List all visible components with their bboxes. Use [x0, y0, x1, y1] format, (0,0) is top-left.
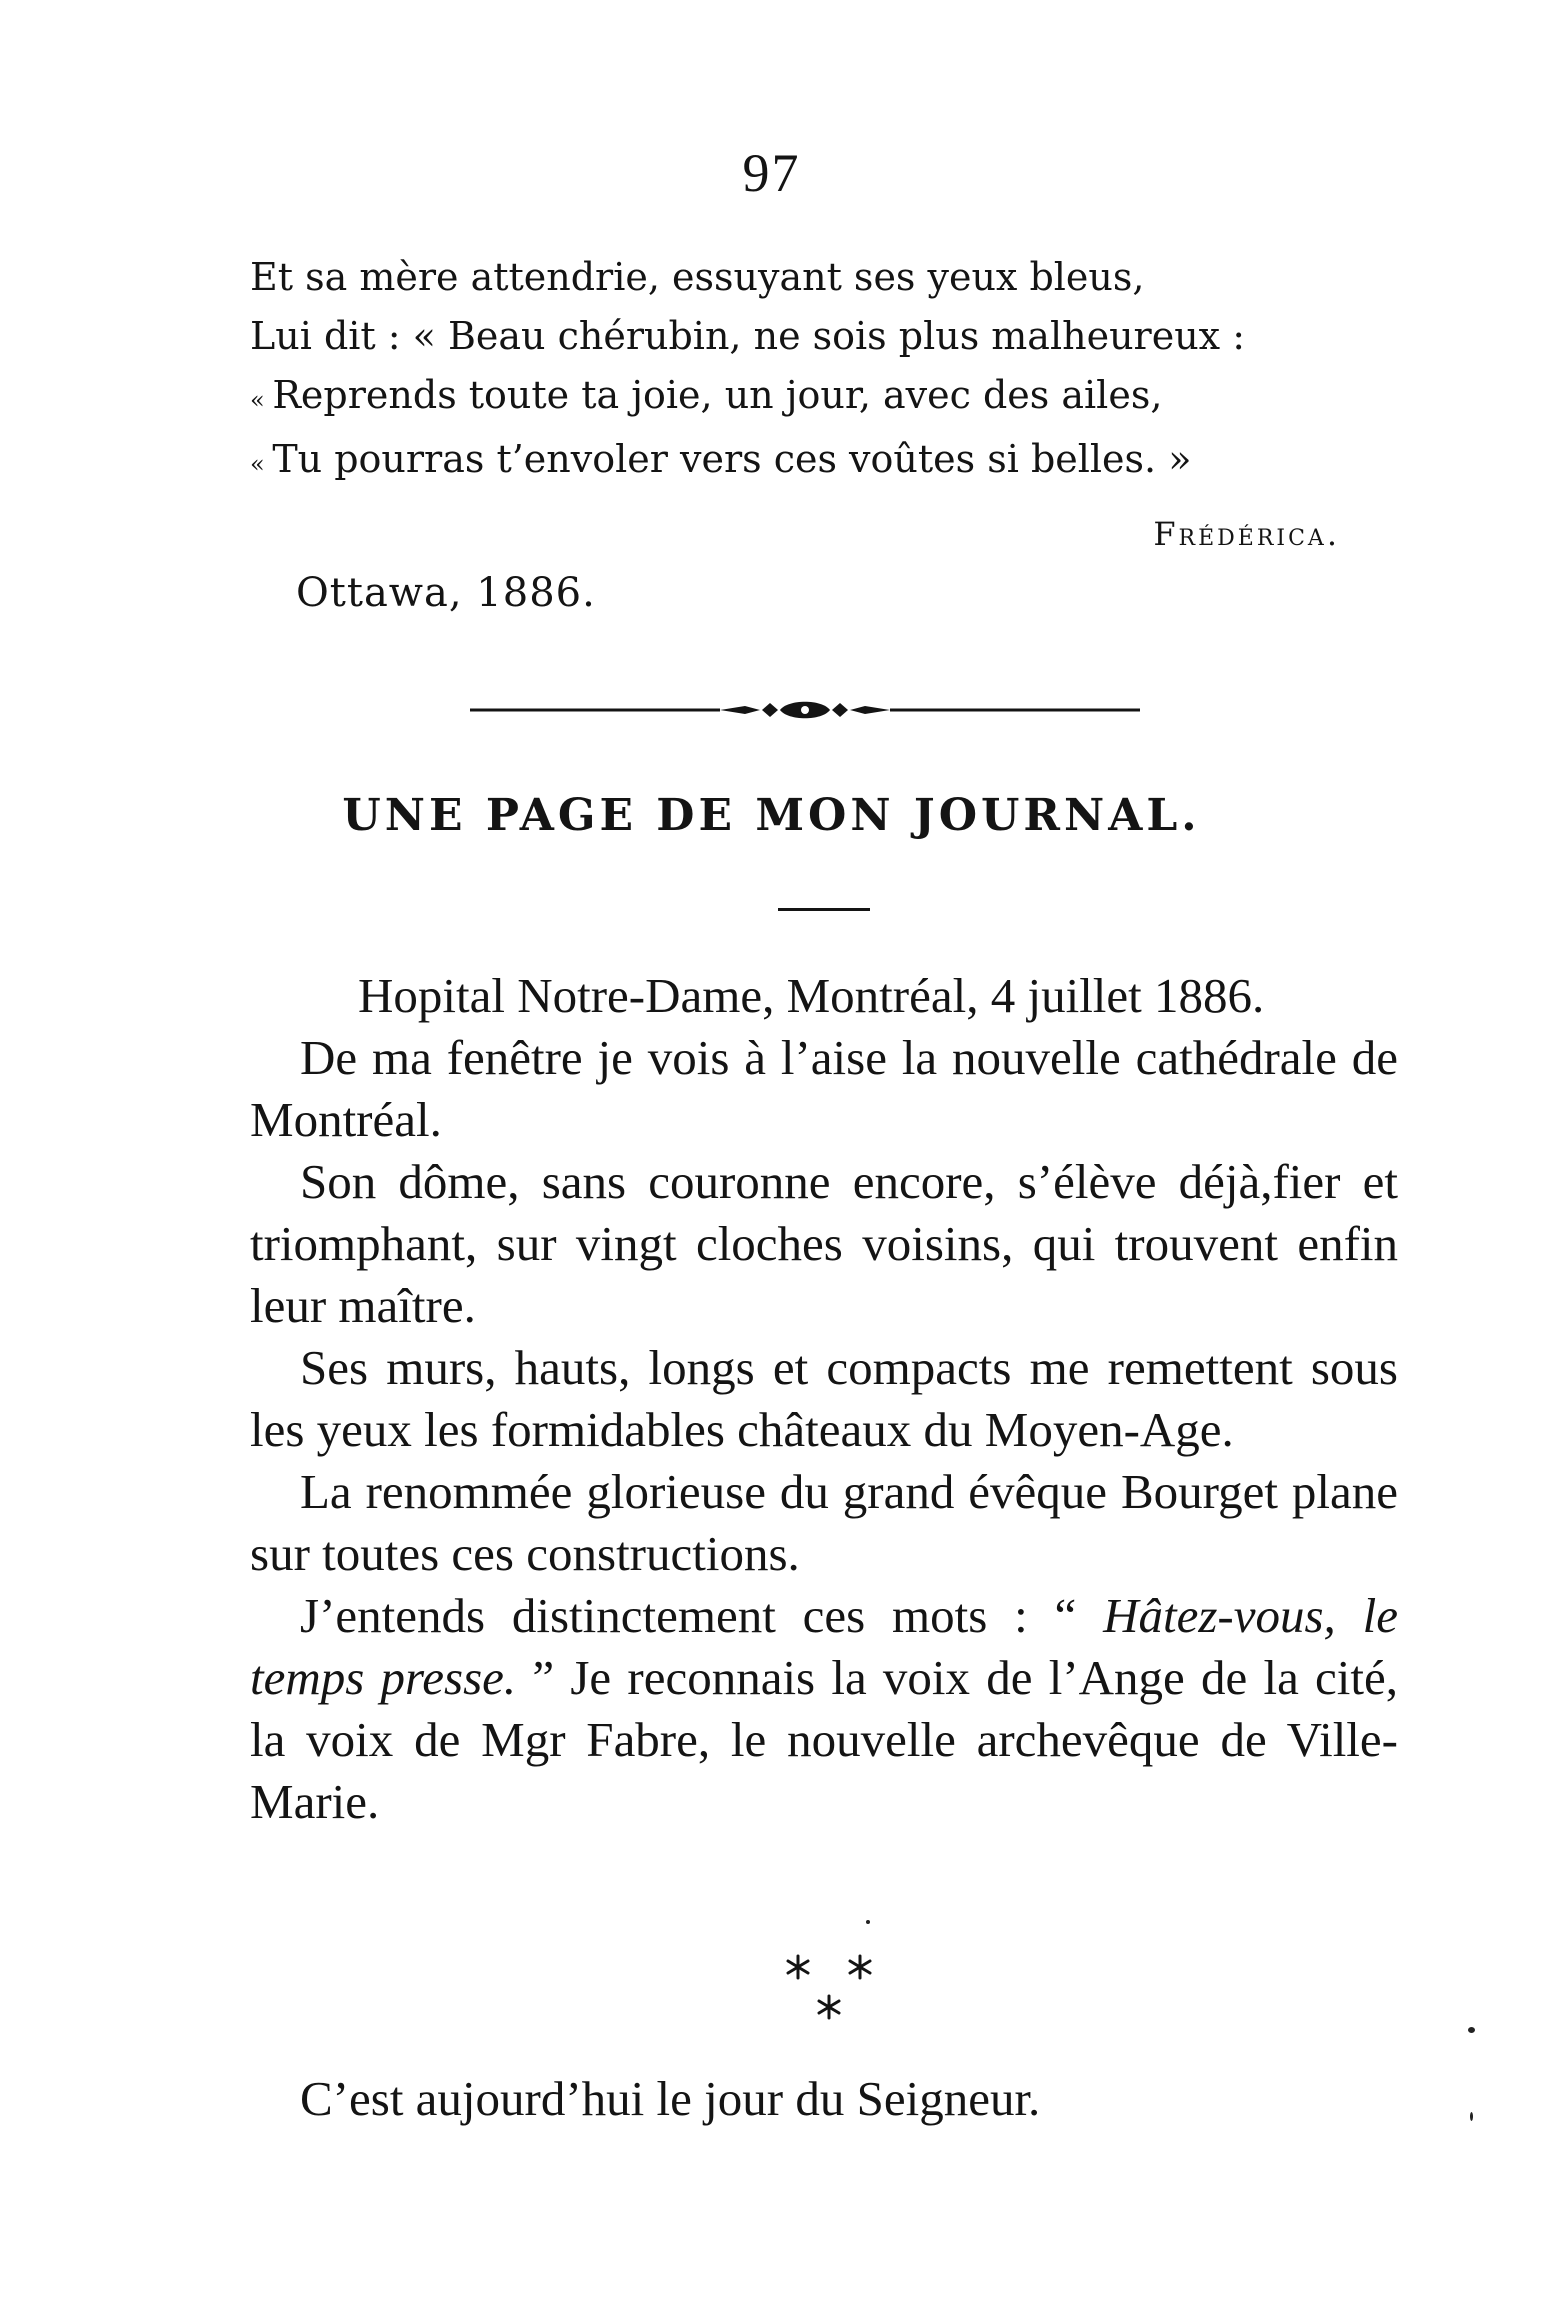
author-signature: Frédérica.: [1153, 515, 1340, 553]
title-rule: [778, 908, 870, 911]
journal-dateline: Hopital Notre-Dame, Montréal, 4 juillet 1886.: [358, 968, 1265, 1023]
ink-speck: [1470, 2112, 1473, 2121]
quote-trail-text: ” Je reconnais la voix de l’Ange de la cité, la voix de Mgr Fabre, le nouvelle archevêque de Ville-Marie.: [250, 1650, 1399, 1829]
page-number: 97: [742, 143, 801, 203]
poem-stanza: [250, 248, 1370, 494]
ink-speck: [866, 1920, 870, 1924]
quote-mark: «: [250, 450, 273, 478]
poem-line-text: Tu pourras t’envoler vers ces voûtes si belles. »: [272, 437, 1192, 481]
journal-quote-paragraph: [250, 1585, 1398, 1833]
poem-line: [250, 307, 1370, 366]
poem-line: [250, 248, 1370, 307]
ornamental-divider: [470, 695, 1140, 725]
italic-quotation: Hâtez-vous, le temps presse.: [250, 1588, 1398, 1705]
journal-paragraph: La renommée glorieuse du grand évêque Bourget plane sur toutes ces constructions.: [250, 1464, 1398, 1581]
journal-paragraph: Ses murs, hauts, longs et compacts me remettent sous les yeux les formidables châteaux du Moyen-Age.: [250, 1340, 1398, 1457]
closing-line: C’est aujourd’hui le jour du Seigneur.: [300, 2071, 1041, 2126]
journal-entry: [250, 965, 1398, 1833]
poem-line-text: Reprends toute ta joie, un jour, avec des ailes,: [272, 373, 1163, 417]
journal-paragraph: De ma fenêtre je vois à l’aise la nouvelle cathédrale de Montréal.: [250, 1030, 1398, 1147]
ink-speck: [1468, 2027, 1475, 2033]
asterism-separator: [774, 1935, 884, 2045]
poem-line: [250, 430, 1370, 494]
journal-paragraph: Son dôme, sans couronne encore, s’élève déjà,fier et triomphant, sur vingt cloches voisins, qui trouvent enfin leur maître.: [250, 1154, 1398, 1333]
poem-line: [250, 366, 1370, 430]
quote-lead-text: J’entends distinctement ces mots : “: [300, 1588, 1104, 1643]
poem-line-text: Et sa mère attendrie, essuyant ses yeux bleus,: [250, 255, 1145, 299]
poem-line-text: Lui dit : « Beau chérubin, ne sois plus malheureux :: [250, 314, 1245, 358]
section-title: UNE PAGE DE MON JOURNAL.: [342, 790, 1201, 841]
quote-mark: «: [250, 386, 273, 414]
place-date: Ottawa, 1886.: [296, 570, 596, 616]
